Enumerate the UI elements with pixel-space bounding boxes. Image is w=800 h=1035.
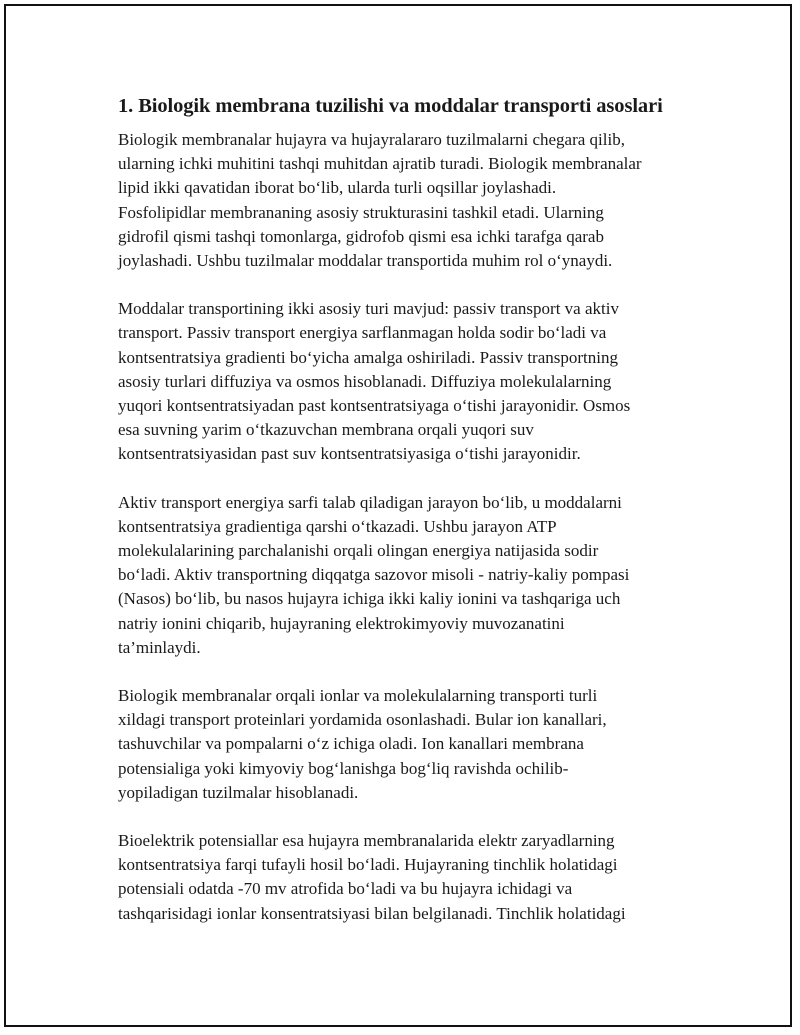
text-line: kontsentratsiya gradientiga qarshi o‘tkazadi. Ushbu jarayon ATP xyxy=(118,516,557,536)
text-line: potensialiga yoki kimyoviy bog‘lanishga bog‘liq ravishda ochilib- xyxy=(118,758,569,778)
paragraph xyxy=(118,684,698,805)
text-line: molekulalarining parchalanishi orqali olingan energiya natijasida sodir xyxy=(118,541,599,561)
text-line: joylashadi. Ushbu tuzilmalar moddalar transportida muhim rol o‘ynaydi. xyxy=(118,251,613,271)
text-line: bo‘ladi. Aktiv transportning diqqatga sazovor misoli - natriy-kaliy pompasi xyxy=(118,565,630,585)
text-line: potensiali odatda -70 mv atrofida bo‘ladi va bu hujayra ichidagi va xyxy=(118,879,573,899)
text-line: gidrofil qismi tashqi tomonlarga, gidrofob qismi esa ichki tarafga qarab xyxy=(118,226,604,246)
text-line: Fosfolipidlar membrananing asosiy strukturasini tashkil etadi. Ularning xyxy=(118,202,604,222)
section-title: 1. Biologik membrana tuzilishi va moddalar transporti asoslari xyxy=(118,95,663,117)
text-line: esa suvning yarim o‘tkazuvchan membrana orqali yuqori suv xyxy=(118,420,534,440)
text-line: kontsentratsiya gradienti bo‘yicha amalga oshiriladi. Passiv transportning xyxy=(118,347,618,367)
paragraph xyxy=(118,829,698,926)
text-line: tashqarisidagi ionlar konsentratsiyasi bilan belgilanadi. Tinchlik holatidagi xyxy=(118,903,626,923)
paragraph-list xyxy=(118,128,698,926)
text-line: yopiladigan tuzilmalar hisoblanadi. xyxy=(118,782,359,802)
text-line: Moddalar transportining ikki asosiy turi mavjud: passiv transport va aktiv xyxy=(118,299,619,319)
text-line: Aktiv transport energiya sarfi talab qiladigan jarayon bo‘lib, u moddalarni xyxy=(118,492,622,512)
text-line: Biologik membranalar hujayra va hujayralararo tuzilmalarni chegara qilib, xyxy=(118,130,625,149)
text-line: natriy ionini chiqarib, hujayraning elektrokimyoviy muvozanatini xyxy=(118,613,565,633)
text-line: kontsentratsiyasidan past suv kontsentratsiyasiga o‘tishi jarayonidir. xyxy=(118,444,581,464)
text-line: asosiy turlari diffuziya va osmos hisoblanadi. Diffuziya molekulalarning xyxy=(118,371,612,391)
text-line: transport. Passiv transport energiya sarflanmagan holda sodir bo‘ladi va xyxy=(118,323,607,343)
text-line: (Nasos) bo‘lib, bu nasos hujayra ichiga ikki kaliy ionini va tashqariga uch xyxy=(118,589,621,609)
text-line: ta’minlaydi. xyxy=(118,637,201,657)
document-body xyxy=(118,92,698,950)
paragraph xyxy=(118,297,698,466)
text-line: lipid ikki qavatidan iborat bo‘lib, ularda turli oqsillar joylashadi. xyxy=(118,178,557,198)
text-line: ularning ichki muhitini tashqi muhitdan ajratib turadi. Biologik membranalar xyxy=(118,154,642,174)
text-line: Bioelektrik potensiallar esa hujayra membranalarida elektr zaryadlarning xyxy=(118,831,615,851)
text-line: Biologik membranalar orqali ionlar va molekulalarning transporti turli xyxy=(118,686,598,706)
text-line: yuqori kontsentratsiyadan past kontsentratsiyaga o‘tishi jarayonidir. Osmos xyxy=(118,396,631,416)
text-line: xildagi transport proteinlari yordamida osonlashadi. Bular ion kanallari, xyxy=(118,710,607,730)
text-line: tashuvchilar va pompalarni o‘z ichiga oladi. Ion kanallari membrana xyxy=(118,734,584,754)
paragraph xyxy=(118,491,698,660)
text-line: kontsentratsiya farqi tufayli hosil bo‘ladi. Hujayraning tinchlik holatidagi xyxy=(118,855,618,875)
paragraph xyxy=(118,128,698,273)
